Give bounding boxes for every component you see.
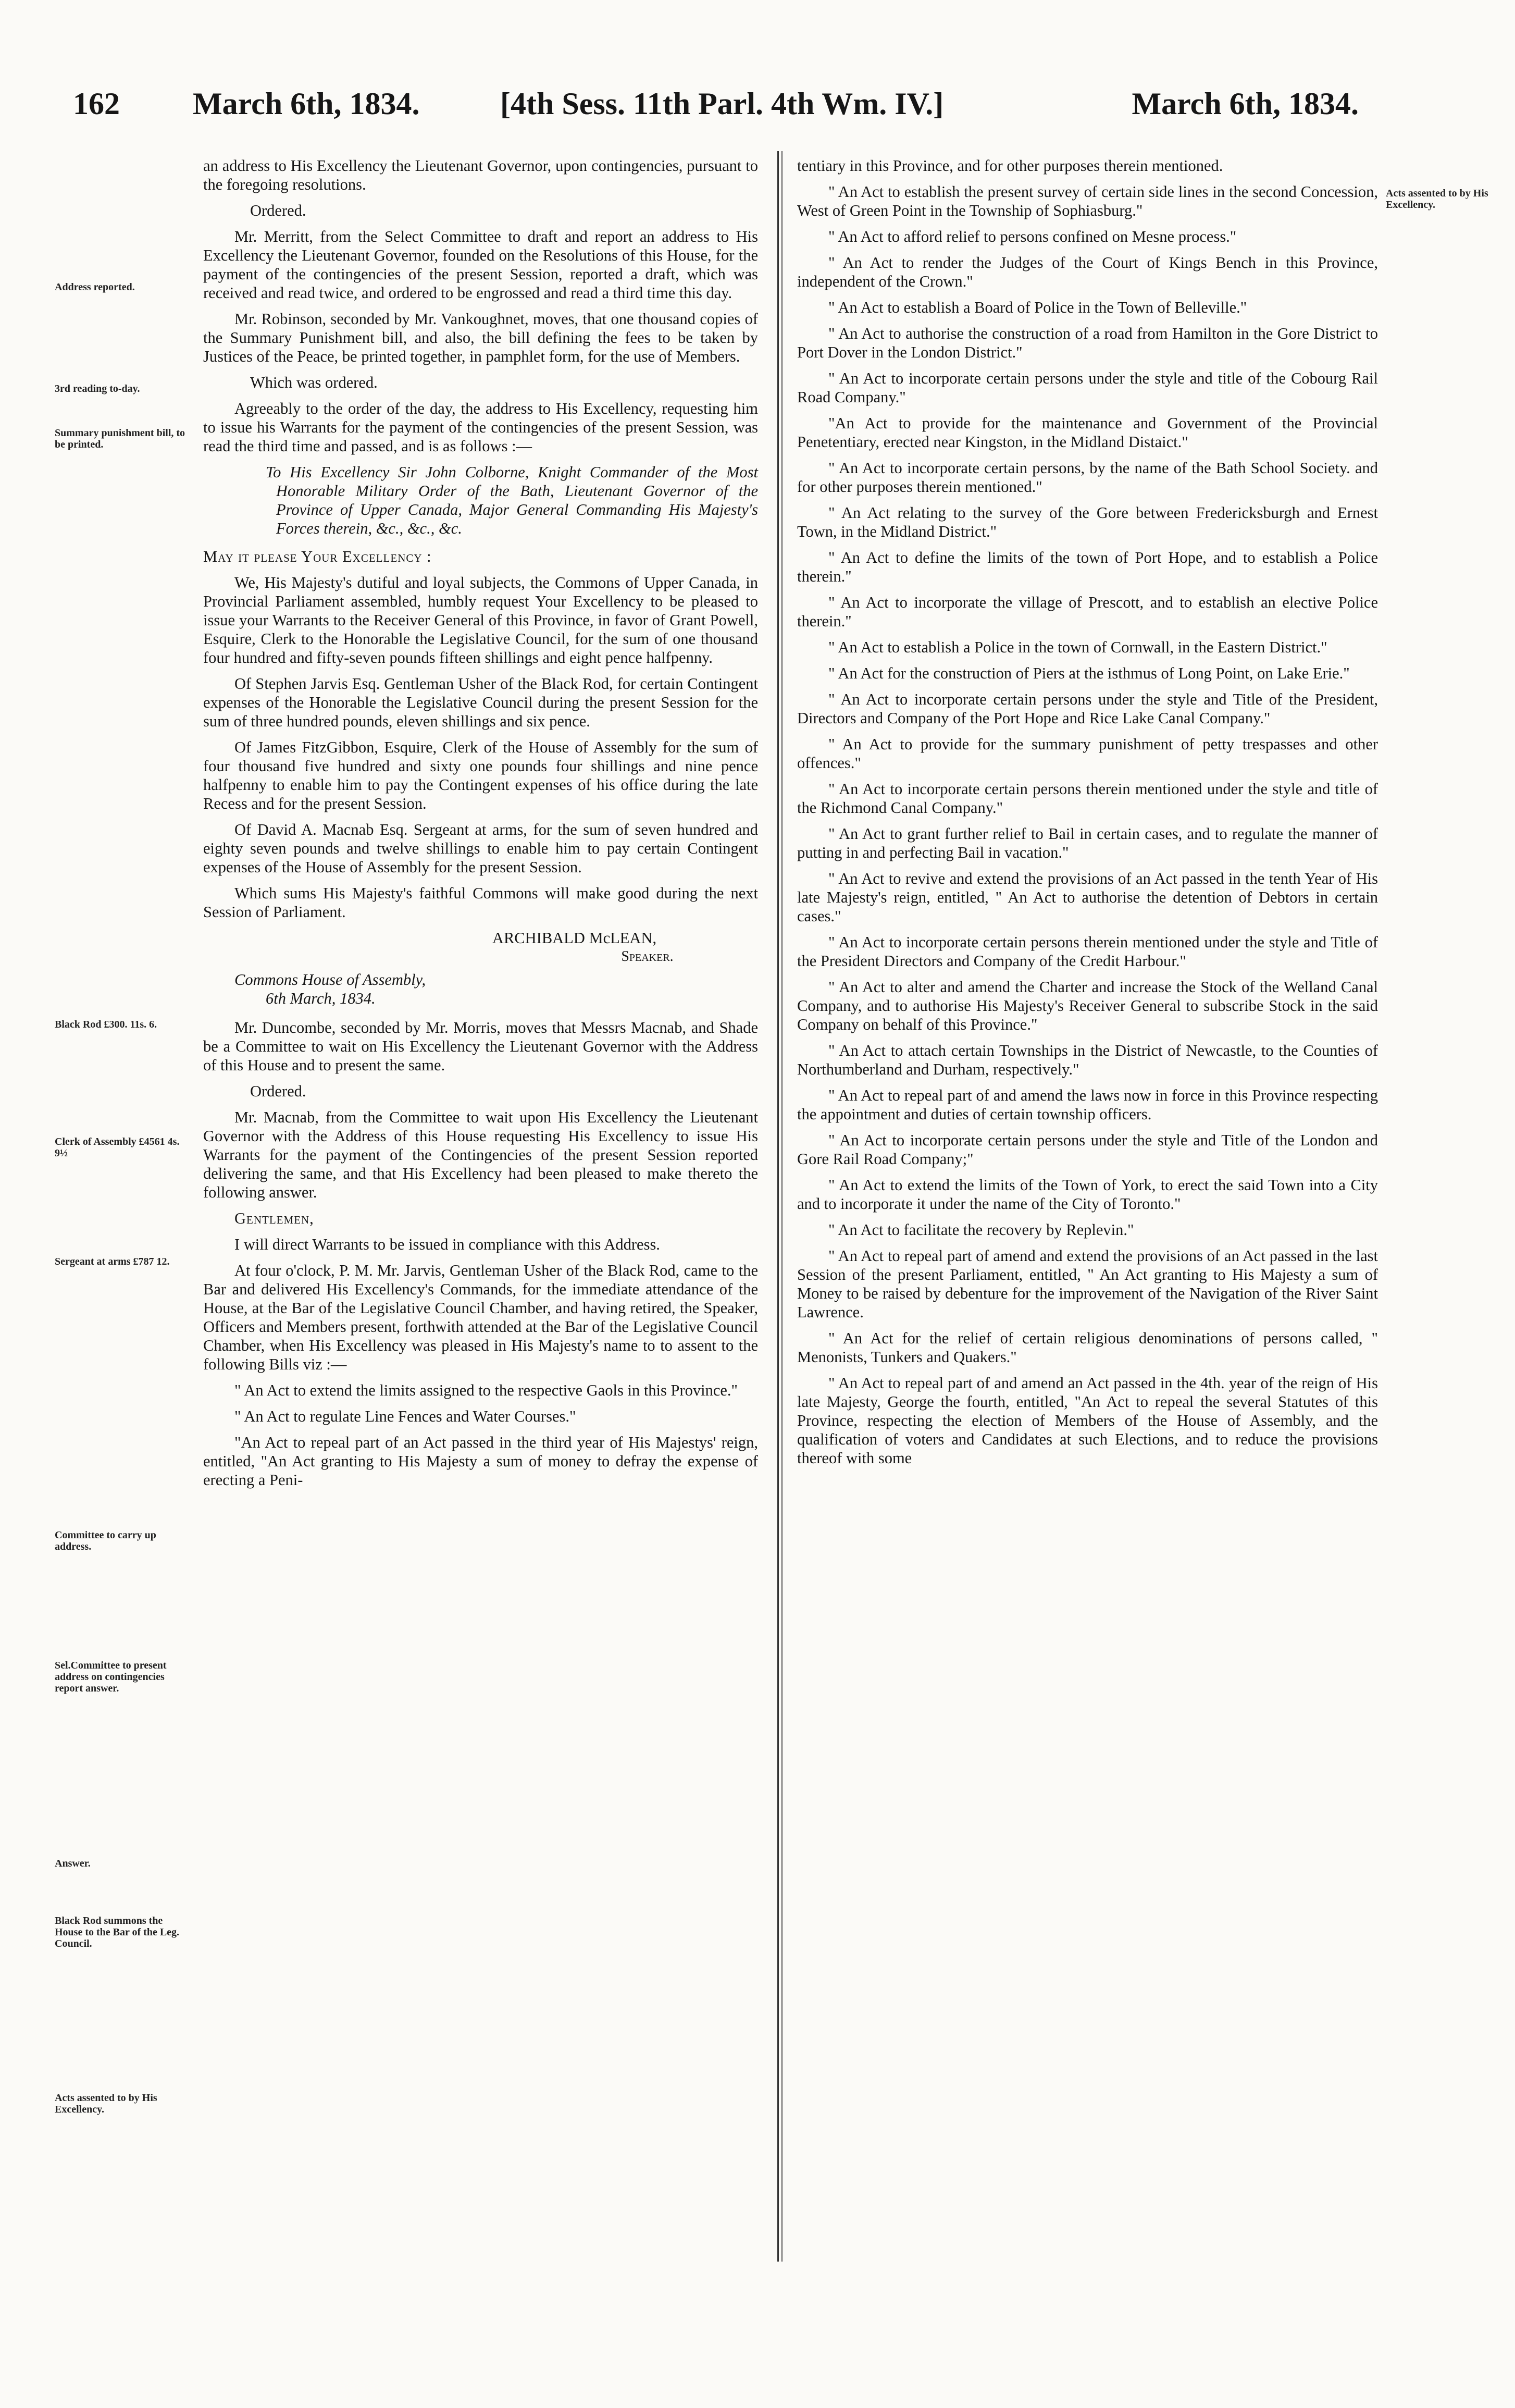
left-column xyxy=(203,156,758,1497)
salutation: May it please Your Excellency : xyxy=(203,548,432,565)
margin-note-sergeant-arms: Sergeant at arms £787 12. xyxy=(55,1256,170,1267)
margin-note-answer: Answer. xyxy=(55,1858,91,1869)
column-rule xyxy=(781,151,783,2262)
act-title: " An Act to incorporate certain persons therein mentioned under the style and Title of the President Directors and Company of the Credit Harbour." xyxy=(797,933,1378,970)
paragraph: Which sums His Majesty's faithful Commons will make good during the next Session of Parliament. xyxy=(203,884,758,921)
act-title: " An Act to repeal part of amend and extend the provisions of an Act passed in the last Session of the present Parliament, entitled, " An Act granting to His Majesty a sum of Money to be raised by debenture for the improvement of the Navigation of the River Saint Lawrence. xyxy=(797,1247,1378,1321)
act-title: " An Act to incorporate certain persons, by the name of the Bath School Society. and for other purposes therein mentioned." xyxy=(797,459,1378,496)
header-date-left: March 6th, 1834. xyxy=(193,87,420,121)
act-title: " An Act to grant further relief to Bail in certain cases, and to regulate the manner of putting in and perfecting Bail in vacation." xyxy=(797,825,1378,861)
paragraph: At four o'clock, P. M. Mr. Jarvis, Gentleman Usher of the Black Rod, came to the Bar and delivered His Excellency's Commands, for the immediate attendance of the House, at the Bar of the Legislative Council Chamber, and having retired, the Speaker, Officers and Members present, forthwith attended at the Bar of the Legislative Council Chamber, when His Excellency was pleased in His Majesty's name to to assent to the following Bills viz :— xyxy=(203,1262,758,1373)
margin-note-committee-carry: Committee to carry up address. xyxy=(55,1529,156,1552)
paragraph: I will direct Warrants to be issued in compliance with this Address. xyxy=(234,1236,660,1253)
act-title: " An Act to render the Judges of the Court of Kings Bench in this Province, independent of the Crown." xyxy=(797,254,1378,290)
margin-note-summary-punishment: Summary punishment bill, to be printed. xyxy=(55,427,185,450)
act-title: " An Act to repeal part of and amend the laws now in force in this Province respecting the appointment and duties of certain township officers. xyxy=(797,1086,1378,1123)
margin-note-third-reading: 3rd reading to-day. xyxy=(55,383,140,394)
act-title: " An Act to establish a Board of Police in the Town of Belleville." xyxy=(828,299,1247,316)
running-head xyxy=(73,86,1359,138)
paragraph: Of James FitzGibbon, Esquire, Clerk of the House of Assembly for the sum of four thousand five hundred and sixty one pounds four shillings and nine pence halfpenny to enable him to pay the Contingent expenses of his office during the late Recess and for the present Session. xyxy=(203,738,758,812)
act-title: " An Act to alter and amend the Charter and increase the Stock of the Welland Canal Company, and to authorise His Majesty's Receiver General to subscribe Stock in the said Company on behalf of this Province." xyxy=(797,978,1378,1033)
act-title: " An Act to regulate Line Fences and Water Courses." xyxy=(234,1407,576,1425)
answer-salutation: Gentlemen, xyxy=(234,1209,314,1227)
paragraph: Agreeably to the order of the day, the address to His Excellency, requesting him to issue his Warrants for the payment of the contingencies of the present Session, was read the third time and passed, and is as follows :— xyxy=(203,400,758,455)
column-rule xyxy=(777,151,779,2262)
page-number: 162 xyxy=(73,87,120,121)
address-heading: To His Excellency Sir John Colborne, Knight Commander of the Most Honorable Military Order of the Bath, Lieutenant Governor of the Province of Upper Canada, Major General Commanding His Majesty's Forces therein, &c., &c., &c. xyxy=(266,463,758,537)
margin-note-black-rod-summons: Black Rod summons the House to the Bar of the Leg. Council. xyxy=(55,1915,180,1949)
act-title: " An Act to extend the limits assigned to the respective Gaols in this Province." xyxy=(234,1381,738,1399)
act-title: " An Act to incorporate certain persons therein mentioned under the style and title of the Richmond Canal Company." xyxy=(797,780,1378,817)
act-title: " An Act to facilitate the recovery by Replevin." xyxy=(828,1221,1134,1239)
paragraph: Mr. Duncombe, seconded by Mr. Morris, moves that Messrs Macnab, and Shade be a Committee to wait on His Excellency the Lieutenant Governor with the Address of this House and to present the same. xyxy=(203,1019,758,1074)
act-title: " An Act to incorporate certain persons under the style and Title of the President, Directors and Company of the Port Hope and Rice Lake Canal Company." xyxy=(797,690,1378,727)
paragraph: Mr. Merritt, from the Select Committee to draft and report an address to His Excellency the Lieutenant Governor, founded on the Resolutions of this House, for the payment of the contingencies of the present Session, reported a draft, which was received and read twice, and ordered to be engrossed and read a third time this day. xyxy=(203,228,758,302)
act-title: " An Act to revive and extend the provisions of an Act passed in the tenth Year of His late Majesty's reign, entitled, " An Act to authorise the detention of Debtors in certain cases." xyxy=(797,870,1378,925)
header-date-right: March 6th, 1834. xyxy=(1132,87,1359,121)
act-title: " An Act for the relief of certain religious denominations of persons called, " Menonists, Tunkers and Quakers." xyxy=(797,1329,1378,1366)
paragraph: Mr. Robinson, seconded by Mr. Vankoughnet, moves, that one thousand copies of the Summary Punishment bill, and also, the bill defining the fees to be taken by Justices of the Peace, be printed together, in pamphlet form, for the use of Members. xyxy=(203,310,758,365)
date-line: 6th March, 1834. xyxy=(266,990,376,1007)
margin-note-acts-assented: Acts assented to by His Excellency. xyxy=(55,2092,157,2115)
act-title: " An Act to define the limits of the town of Port Hope, and to establish a Police therein." xyxy=(797,549,1378,585)
ordered-line: Ordered. xyxy=(250,1082,306,1100)
act-title: " An Act to afford relief to persons confined on Mesne process." xyxy=(828,228,1237,245)
act-title: " An Act to incorporate certain persons under the style and Title of the London and Gore Rail Road Company;" xyxy=(797,1131,1378,1168)
act-title: "An Act to repeal part of an Act passed in the third year of His Majestys' reign, entitled, "An Act granting to His Majesty a sum of money to defray the expense of erecting a Peni- xyxy=(203,1434,758,1489)
speaker-title: Speaker. xyxy=(621,948,674,965)
right-column xyxy=(797,156,1378,1475)
place-line: Commons House of Assembly, xyxy=(234,971,426,989)
act-title: " An Act to establish the present survey of certain side lines in the second Concession, West of Green Point in the Township of Sophiasburg." xyxy=(797,183,1378,219)
act-title: " An Act to repeal part of and amend an Act passed in the 4th. year of the reign of His late Majesty, George the fourth, entitled, "An Act to repeal the several Statutes of this Province, respecting the election of Members of the House of Assembly, and the qualification of voters and Candidates at such Elections, and to reduce the provisions thereof with some xyxy=(797,1374,1378,1467)
act-title: " An Act to authorise the construction of a road from Hamilton in the Gore District to Port Dover in the London District." xyxy=(797,325,1378,361)
act-title: " An Act to provide for the summary punishment of petty trespasses and other offences." xyxy=(797,735,1378,772)
margin-note-address-reported: Address reported. xyxy=(55,281,135,293)
act-title: " An Act to establish a Police in the town of Cornwall, in the Eastern District." xyxy=(828,638,1327,656)
ordered-line: Ordered. xyxy=(250,202,306,219)
paragraph: Of Stephen Jarvis Esq. Gentleman Usher of the Black Rod, for certain Contingent expenses of the Honorable the Legislative Council during the present Session for the sum of three hundred pounds, eleven shillings and six pence. xyxy=(203,675,758,730)
paragraph: Of David A. Macnab Esq. Sergeant at arms, for the sum of seven hundred and eighty seven pounds and twelve shillings to enable him to pay certain Contingent expenses of the House of Assembly for the present Session. xyxy=(203,821,758,876)
margin-note-black-rod: Black Rod £300. 11s. 6. xyxy=(55,1019,157,1030)
place-date xyxy=(234,970,758,1008)
speaker-name: ARCHIBALD McLEAN, xyxy=(492,929,657,947)
act-title: " An Act to extend the limits of the Town of York, to erect the said Town into a City and to incorporate it under the name of the City of Toronto." xyxy=(797,1176,1378,1213)
margin-note-clerk-assembly: Clerk of Assembly £4561 4s. 9½ xyxy=(55,1136,180,1159)
margin-note-acts-assented-right: Acts assented to by His Excellency. xyxy=(1386,188,1488,211)
act-title: " An Act relating to the survey of the Gore between Fredericksburgh and Ernest Town, in the Midland District." xyxy=(797,504,1378,540)
header-session: [4th Sess. 11th Parl. 4th Wm. IV.] xyxy=(500,87,944,121)
act-title: " An Act to incorporate the village of Prescott, and to establish an elective Police therein." xyxy=(797,594,1378,630)
act-title: " An Act to incorporate certain persons under the style and title of the Cobourg Rail Road Company." xyxy=(797,369,1378,406)
act-title: " An Act to attach certain Townships in the District of Newcastle, to the Counties of Northumberland and Durham, respectively." xyxy=(797,1042,1378,1078)
act-title: " An Act for the construction of Piers at the isthmus of Long Point, on Lake Erie." xyxy=(828,664,1350,682)
paragraph: Mr. Macnab, from the Committee to wait upon His Excellency the Lieutenant Governor with the Address of this House requesting His Excellency to issue His Warrants for the payment of the Contingencies of the present Session reported delivering the same, and that His Excellency had been pleased to make thereto the following answer. xyxy=(203,1108,758,1201)
paragraph: tentiary in this Province, and for other purposes therein mentioned. xyxy=(797,157,1223,175)
paragraph: We, His Majesty's dutiful and loyal subjects, the Commons of Upper Canada, in Provincial Parliament assembled, humbly request Your Excellency to be pleased to issue your Warrants to the Receiver General of this Province, in favor of Grant Powell, Esquire, Clerk to the Honorable the Legislative Council, for the sum of one thousand four hundred and fifty-seven pounds fifteen shillings and eight pence halfpenny. xyxy=(203,574,758,666)
paragraph: an address to His Excellency the Lieutenant Governor, upon contingencies, pursuant to the foregoing resolutions. xyxy=(203,157,758,193)
margin-note-sel-committee: Sel.Committee to present address on contingencies report answer. xyxy=(55,1660,167,1694)
act-title: "An Act to provide for the maintenance and Government of the Provincial Penetentiary, erected near Kingston, in the Midland Distaict." xyxy=(797,414,1378,451)
ordered-line: Which was ordered. xyxy=(250,374,378,391)
